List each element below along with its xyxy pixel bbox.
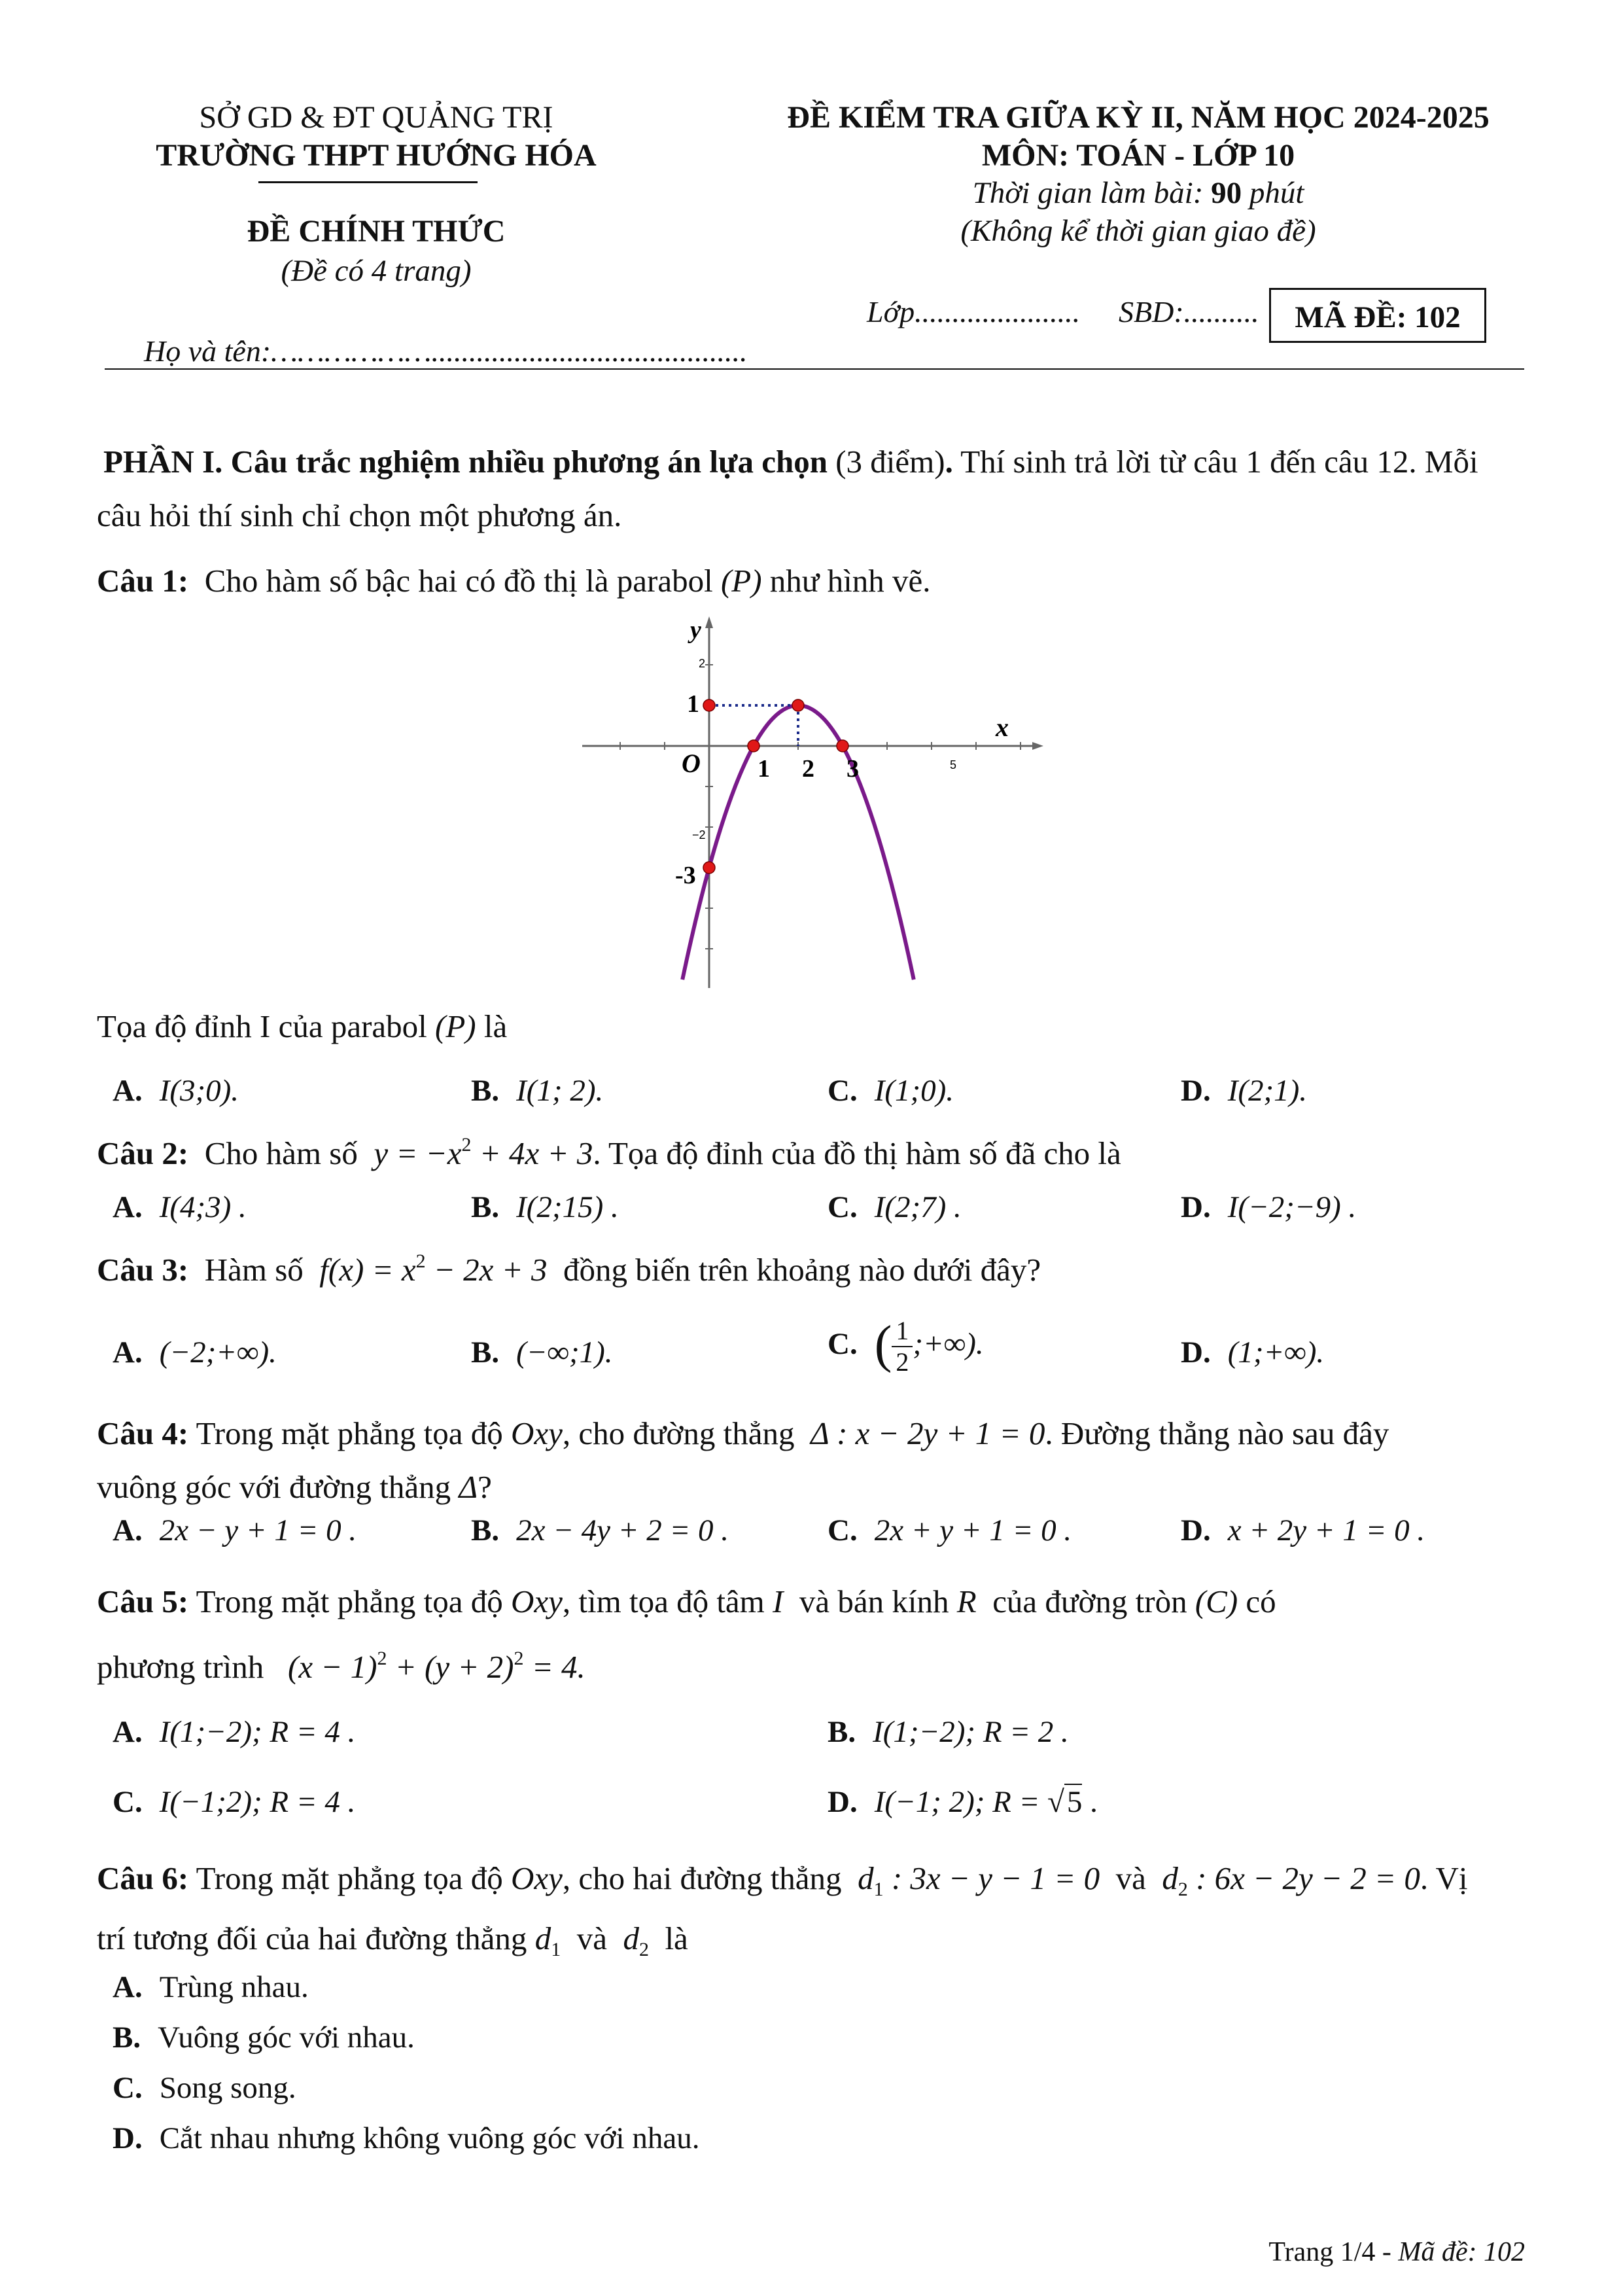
- q3-option-d[interactable]: D. (1;+∞).: [1181, 1335, 1325, 1369]
- label-y-1: 1: [687, 690, 699, 718]
- q6-option-b[interactable]: B. Vuông góc với nhau.: [113, 2021, 415, 2055]
- question-3: Câu 3: Hàm số $f(x) = x^2 - 2x + 3$ đồng biến trên khoảng nào dưới đây?: [97, 1250, 1041, 1288]
- page-footer: Trang 1/4 - Mã đề: 102: [1268, 2237, 1525, 2267]
- q1-option-c[interactable]: C. I(1;0).: [828, 1074, 954, 1108]
- label-x-2: 2: [802, 755, 814, 783]
- part1-instruction: Thí sinh trả lời từ câu 1 đến câu 12. Mỗi câu hỏi thí sinh chỉ chọn một phương án.: [97, 444, 1478, 533]
- label-x-5: 5: [950, 758, 957, 771]
- q2-option-a[interactable]: A. I(4;3) .: [113, 1190, 247, 1224]
- label-x-1: 1: [758, 755, 770, 783]
- marked-point: [703, 862, 715, 874]
- question-4: Câu 4: Trong mặt phẳng tọa độ Oxy, cho đường thẳng Δ : x − 2y + 1 = 0. Đường thẳng nào sau đây vuông góc với đường thẳng Δ?: [97, 1415, 1389, 1505]
- exam-time-note: (Không kể thời gian giao đề): [960, 214, 1316, 248]
- axis-y-label: y: [690, 616, 701, 644]
- parabol-graph: [582, 615, 1053, 988]
- q5-option-d[interactable]: D. I(−1; 2); R = √5 .: [828, 1785, 1098, 1819]
- q1-option-a[interactable]: A. I(3;0).: [113, 1074, 239, 1108]
- q2-option-c[interactable]: C. I(2;7) .: [828, 1190, 962, 1224]
- marked-point: [837, 740, 848, 752]
- q2-option-b[interactable]: B. I(2;15) .: [471, 1190, 619, 1224]
- label-y-neg2: −2: [692, 828, 706, 841]
- official-label: ĐỀ CHÍNH THỨC: [247, 214, 506, 249]
- q6-option-a[interactable]: A. Trùng nhau.: [113, 1970, 309, 2004]
- q3-option-b[interactable]: B. (−∞;1).: [471, 1335, 613, 1369]
- question-2: Câu 2: Cho hàm số $y = -x^2 + 4x + 3$. Tọa độ đỉnh của đồ thị hàm số đã cho là: [97, 1134, 1121, 1171]
- q4-option-d[interactable]: D. x + 2y + 1 = 0 .: [1181, 1513, 1425, 1547]
- q4-option-b[interactable]: B. 2x − 4y + 2 = 0 .: [471, 1513, 729, 1547]
- school-underline: [258, 181, 478, 183]
- exam-subject: MÔN: TOÁN - LỚP 10: [981, 138, 1295, 173]
- label-y-neg3: -3: [675, 862, 696, 889]
- q5-option-a[interactable]: A. I(1;−2); R = 4 .: [113, 1715, 356, 1749]
- q3-option-a[interactable]: A. (−2;+∞).: [113, 1335, 277, 1369]
- q2-option-d[interactable]: D. I(−2;−9) .: [1181, 1190, 1357, 1224]
- q4-option-c[interactable]: C. 2x + y + 1 = 0 .: [828, 1513, 1072, 1547]
- sbd-field: SBD:..........: [1119, 295, 1259, 328]
- header-divider: [105, 368, 1524, 370]
- question-1: Câu 1: Cho hàm số bậc hai có đồ thị là parabol (P) như hình vẽ.: [97, 563, 931, 599]
- q4-option-a[interactable]: A. 2x − y + 1 = 0 .: [113, 1513, 357, 1547]
- school-name: TRƯỜNG THPT HƯỚNG HÓA: [156, 138, 597, 173]
- q5-option-b[interactable]: B. I(1;−2); R = 2 .: [828, 1715, 1069, 1749]
- class-field: Lớp......................: [867, 295, 1081, 328]
- q6-option-d[interactable]: D. Cắt nhau nhưng không vuông góc với nhau.: [113, 2121, 700, 2155]
- question-6: Câu 6: Trong mặt phẳng tọa độ Oxy, cho hai đường thẳng $d_1$ : 3x − y − 1 = 0 và $d_2$ : 6x − 2y − 2 = 0. Vị trí tương đối của hai đường thẳng $d_1$ và $d_2$ là: [97, 1860, 1468, 1960]
- exam-time: Thời gian làm bài: 90 phút: [972, 176, 1304, 210]
- marked-point: [748, 740, 759, 752]
- question-1-ask: Tọa độ đỉnh I của parabol (P) là: [97, 1008, 508, 1044]
- q6-option-c[interactable]: C. Song song.: [113, 2071, 296, 2105]
- q1-option-d[interactable]: D. I(2;1).: [1181, 1074, 1308, 1108]
- part1-heading: PHẦN I. Câu trắc nghiệm nhiều phương án lựa chọn (3 điểm). Thí sinh trả lời từ câu 1 đến câu 12. Mỗi câu hỏi thí sinh chỉ chọn một phương án.: [97, 444, 1478, 533]
- student-name-field: Họ và tên:………………..........................................: [144, 334, 748, 368]
- exam-code-box: MÃ ĐỀ: 102: [1269, 288, 1486, 343]
- exam-title: ĐỀ KIỂM TRA GIỮA KỲ II, NĂM HỌC 2024-2025: [787, 100, 1490, 135]
- q5-option-c[interactable]: C. I(−1;2); R = 4 .: [113, 1785, 356, 1819]
- pages-note: (Đề có 4 trang): [281, 254, 472, 288]
- label-x-3: 3: [846, 755, 859, 783]
- question-5: Câu 5: Trong mặt phẳng tọa độ Oxy, tìm tọa độ tâm I và bán kính R của đường tròn (C) có phương trình $(x - 1)^2 + (y + 2)^2 = 4$.: [97, 1583, 1276, 1685]
- label-y-2: 2: [699, 657, 706, 670]
- origin-label: O: [682, 749, 701, 778]
- department-name: SỞ GD & ĐT QUẢNG TRỊ: [199, 100, 553, 135]
- q3-option-c[interactable]: C. ( $\frac{1}{2}$ ;+∞).: [828, 1316, 984, 1377]
- axis-x-label: x: [996, 713, 1009, 742]
- marked-point: [792, 699, 804, 711]
- q1-option-b[interactable]: B. I(1; 2).: [471, 1074, 604, 1108]
- marked-point: [703, 699, 715, 711]
